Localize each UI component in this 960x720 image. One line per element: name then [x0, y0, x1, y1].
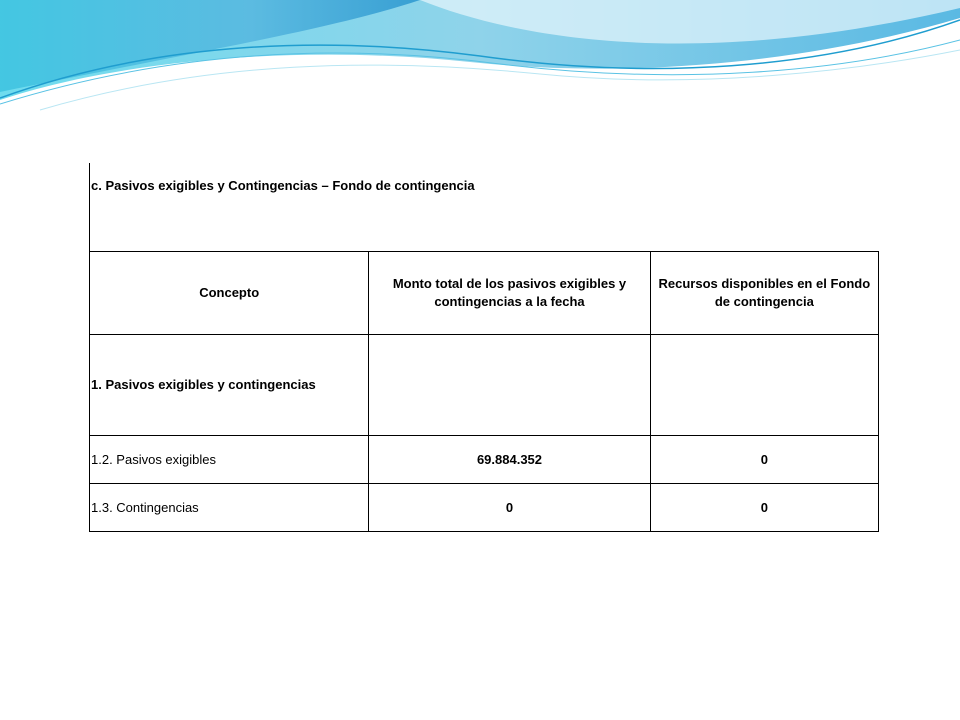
section-title-cell: [90, 163, 879, 252]
header-wave-banner: [0, 0, 960, 130]
section-title: c. Pasivos exigibles y Contingencias – Fondo de contingencia: [91, 178, 475, 193]
table-header-row: [90, 252, 879, 335]
section-row-total-cell: [369, 335, 650, 436]
contingency-table: [89, 163, 879, 532]
header-total-amount: Monto total de los pasivos exigibles y contingencias a la fecha: [369, 252, 650, 335]
row-fund-resources: 0: [650, 436, 878, 484]
row-fund-resources: 0: [650, 484, 878, 532]
table-title-row: [90, 163, 879, 252]
row-total-amount: 69.884.352: [369, 436, 650, 484]
section-row-concept-cell: [90, 335, 369, 436]
table-row: [90, 484, 879, 532]
section-row-fund-cell: [650, 335, 878, 436]
table-row: [90, 436, 879, 484]
section-row-concept: 1. Pasivos exigibles y contingencias: [91, 377, 316, 392]
row-concept: 1.2. Pasivos exigibles: [90, 436, 369, 484]
header-concept: Concepto: [90, 252, 369, 335]
row-total-amount: 0: [369, 484, 650, 532]
row-concept: 1.3. Contingencias: [90, 484, 369, 532]
table-section-row: [90, 335, 879, 436]
header-fund-resources: Recursos disponibles en el Fondo de contingencia: [650, 252, 878, 335]
